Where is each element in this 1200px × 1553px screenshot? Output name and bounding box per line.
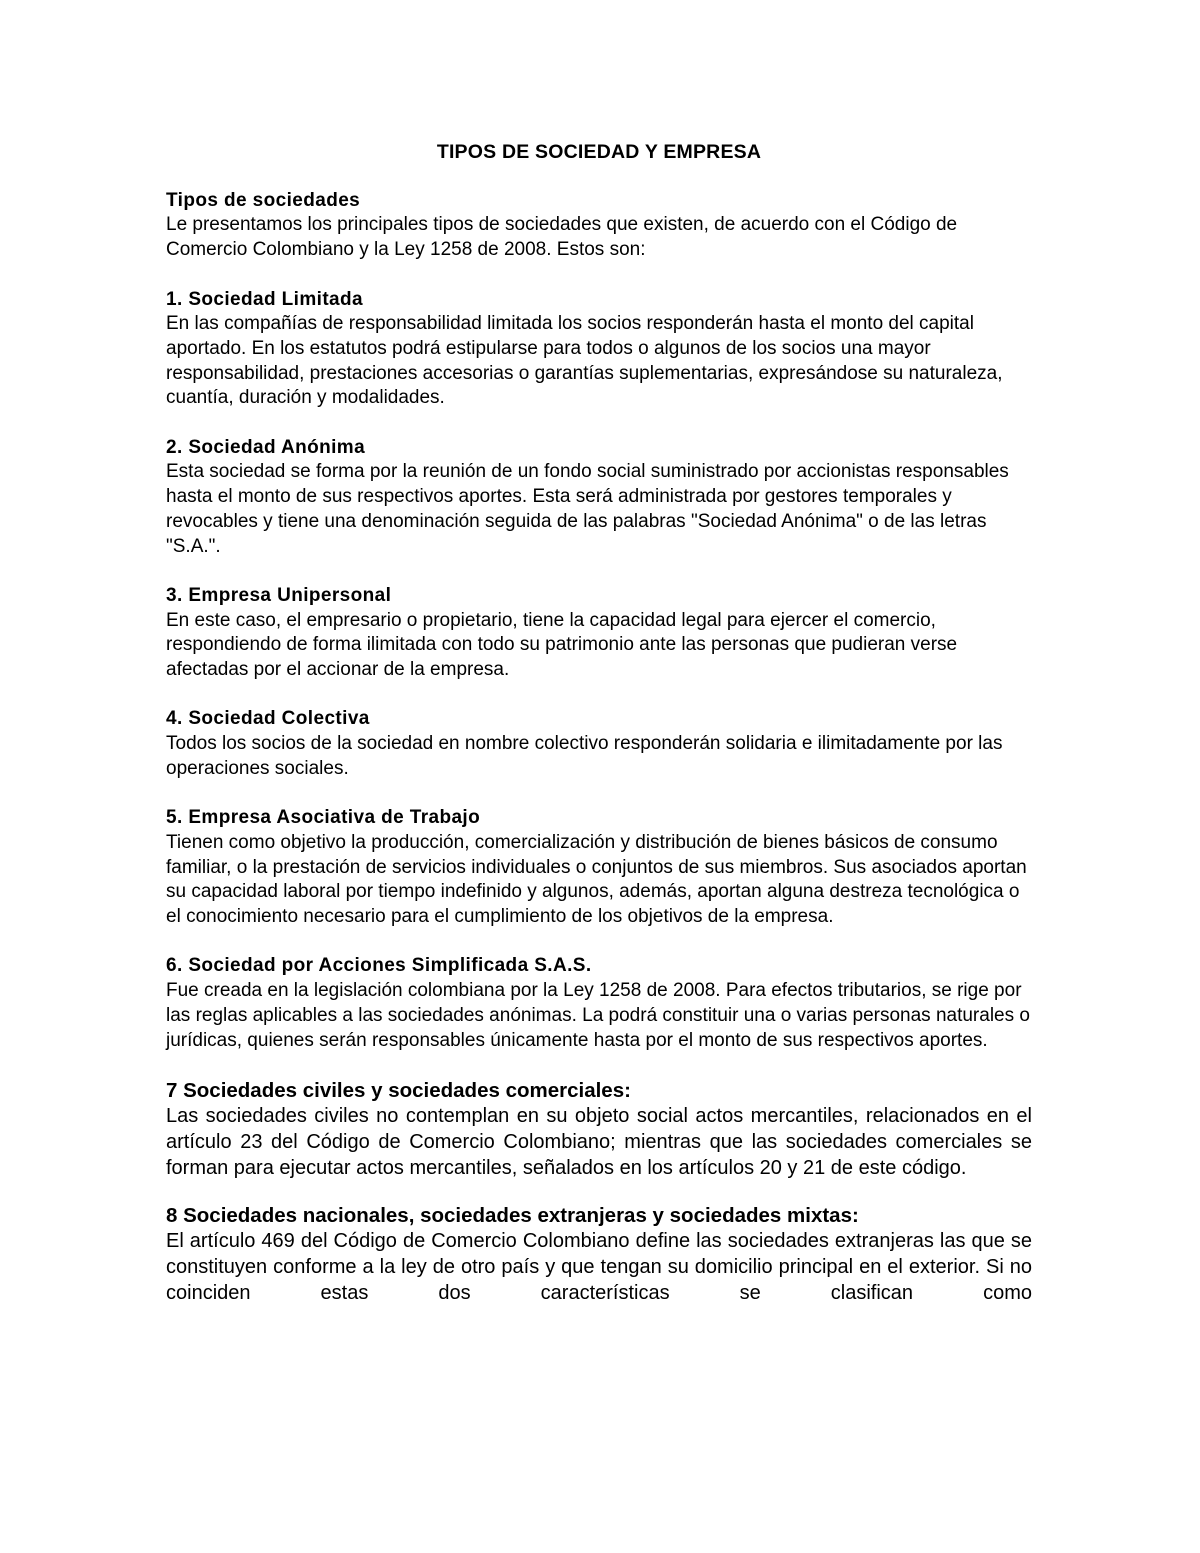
section-1 xyxy=(166,288,1032,412)
section-text: Todos los socios de la sociedad en nombre colectivo responderán solidaria e ilimitadamente por las operaciones sociales. xyxy=(166,733,1003,779)
section-text: Fue creada en la legislación colombiana por la Ley 1258 de 2008. Para efectos tributarios, se rige por las reglas aplicables a las sociedades anónimas. La podrá constituir una o varias personas naturales o jurídicas, quienes serán responsables únicamente hasta por el monto de sus respectivos aportes. xyxy=(166,980,1030,1051)
section-4 xyxy=(166,707,1032,781)
document-page xyxy=(166,140,1032,1329)
section-text: En este caso, el empresario o propietario, tiene la capacidad legal para ejercer el comercio, respondiendo de forma ilimitada con todo su patrimonio ante las personas que pudieran verse afectadas por el accionar de la empresa. xyxy=(166,609,958,681)
section-5 xyxy=(166,806,1032,930)
intro-heading: Tipos de sociedades xyxy=(166,189,361,211)
intro-block xyxy=(166,189,1032,263)
section-heading: 7 Sociedades civiles y sociedades comerciales: xyxy=(166,1078,631,1102)
section-heading: 6. Sociedad por Acciones Simplificada S.A.S. xyxy=(166,955,592,977)
section-heading: 5. Empresa Asociativa de Trabajo xyxy=(166,807,481,829)
section-text: Esta sociedad se forma por la reunión de un fondo social suministrado por accionistas responsables hasta el monto de sus respectivos aportes. Esta será administrada por gestores temporales y revocables y tiene una denominación seguida de las palabras "Sociedad Anónima" o de las letras "S.A.". xyxy=(166,461,1009,557)
section-heading: 8 Sociedades nacionales, sociedades extranjeras y sociedades mixtas: xyxy=(166,1204,859,1228)
section-heading: 4. Sociedad Colectiva xyxy=(166,708,370,730)
document-title: TIPOS DE SOCIEDAD Y EMPRESA xyxy=(436,141,762,163)
section-text: El artículo 469 del Código de Comercio Colombiano define las sociedades extranjeras las que se constituyen conforme a la ley de otro país y que tengan su domicilio principal en el exterior. Si no coinciden estas dos características se clasifican como xyxy=(166,1230,1032,1304)
section-text: Tienen como objetivo la producción, comercialización y distribución de bienes básicos de consumo familiar, o la prestación de servicios individuales o conjuntos de sus miembros. Sus asociados aportan su capacidad laboral por tiempo indefinido y algunos, además, aportan alguna destreza tecnológica o el conocimiento necesario para el cumplimiento de los objetivos de la empresa. xyxy=(166,831,1027,928)
section-7 xyxy=(166,1078,1032,1181)
section-3 xyxy=(166,584,1032,683)
section-text: Las sociedades civiles no contemplan en su objeto social actos mercantiles, relacionados en el artículo 23 del Código de Comercio Colombiano; mientras que las sociedades comerciales se forman para ejecutar actos mercantiles, señalados en los artículos 20 y 21 de este código. xyxy=(166,1104,1032,1179)
section-6 xyxy=(166,954,1032,1053)
section-text: En las compañías de responsabilidad limitada los socios responderán hasta el monto del capital aportado. En los estatutos podrá estipularse para todos o algunos de los socios una mayor responsabilidad, prestaciones accesorias o garantías suplementarias, expresándose su naturaleza, cuantía, duración y modalidades. xyxy=(166,313,1003,409)
section-heading: 3. Empresa Unipersonal xyxy=(166,584,392,606)
intro-text: Le presentamos los principales tipos de sociedades que existen, de acuerdo con el Código de Comercio Colombiano y la Ley 1258 de 2008. Estos son: xyxy=(166,214,958,261)
section-heading: 1. Sociedad Limitada xyxy=(166,288,363,310)
section-heading: 2. Sociedad Anónima xyxy=(166,436,366,458)
section-2 xyxy=(166,436,1032,560)
section-8 xyxy=(166,1203,1032,1306)
